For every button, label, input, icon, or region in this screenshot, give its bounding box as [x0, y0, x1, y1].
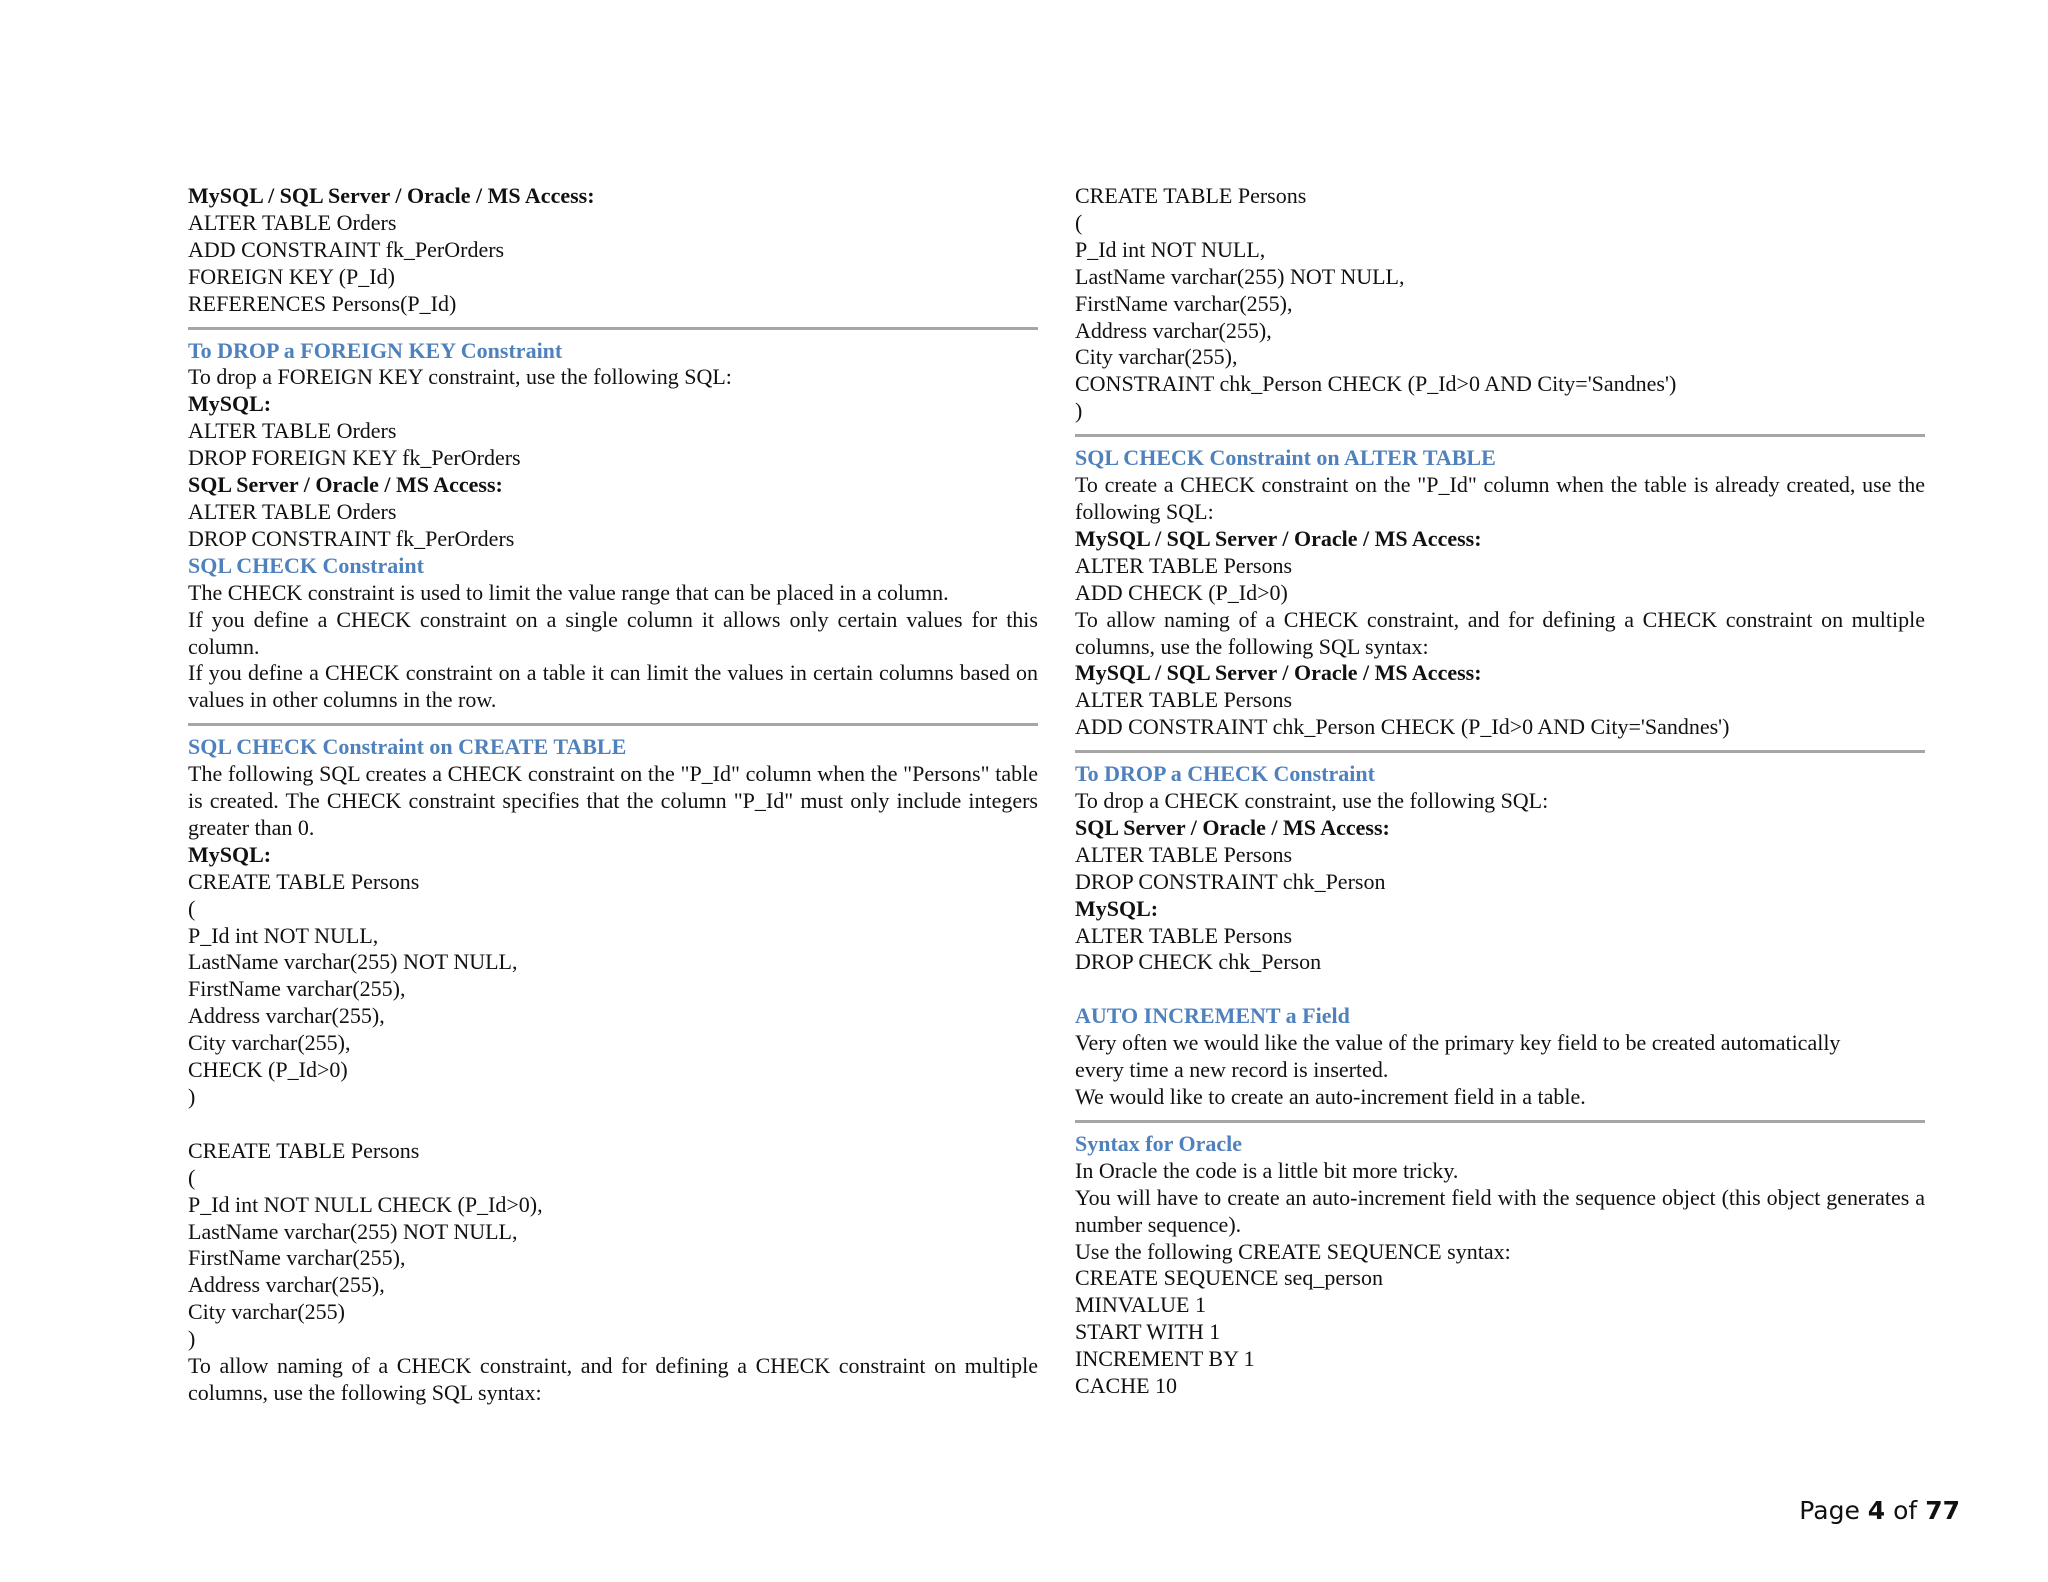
db-label: MySQL: — [188, 391, 272, 417]
right-column — [1075, 183, 1925, 1400]
code-line: P_Id int NOT NULL, — [188, 922, 379, 948]
code-line: REFERENCES Persons(P_Id) — [188, 290, 457, 316]
page-number-current: 4 — [1867, 1496, 1886, 1525]
paragraph: You will have to create an auto-increment field with the sequence object (this object generates a number sequence). — [1075, 1184, 1925, 1237]
left-column — [188, 183, 1038, 1407]
paragraph: In Oracle the code is a little bit more tricky. — [1075, 1157, 1459, 1183]
code-line: ) — [188, 1326, 196, 1352]
code-line: DROP CONSTRAINT fk_PerOrders — [188, 525, 515, 551]
section-heading: SQL CHECK Constraint on ALTER TABLE — [1075, 445, 1496, 471]
code-line: CREATE TABLE Persons — [1075, 183, 1307, 208]
section-divider — [1075, 434, 1925, 437]
paragraph: To drop a CHECK constraint, use the following SQL: — [1075, 788, 1549, 814]
spacer — [188, 1111, 1038, 1138]
code-line: ) — [188, 1084, 196, 1109]
code-line: CREATE SEQUENCE seq_person — [1075, 1265, 1383, 1291]
page-number-of: of — [1893, 1496, 1918, 1525]
code-line: ADD CHECK (P_Id>0) — [1075, 579, 1288, 605]
code-line: ALTER TABLE Persons — [1075, 687, 1293, 713]
paragraph: To create a CHECK constraint on the "P_Id" column when the table is already created, use the following SQL: — [1075, 472, 1925, 524]
page-number-total: 77 — [1925, 1496, 1960, 1525]
paragraph: To allow naming of a CHECK constraint, and for defining a CHECK constraint on multiple columns, use the following SQL syntax: — [1075, 606, 1925, 659]
paragraph: To allow naming of a CHECK constraint, and for defining a CHECK constraint on multiple columns, use the following SQL syntax: — [188, 1353, 1038, 1405]
db-label: MySQL / SQL Server / Oracle / MS Access: — [188, 183, 595, 208]
code-line: INCREMENT BY 1 — [1075, 1346, 1255, 1372]
section-heading: To DROP a FOREIGN KEY Constraint — [188, 337, 563, 363]
code-line: FirstName varchar(255), — [188, 1245, 406, 1271]
section-divider — [1075, 750, 1925, 753]
db-label: MySQL: — [1075, 895, 1159, 921]
code-line: DROP CHECK chk_Person — [1075, 949, 1322, 975]
section-heading: Syntax for Oracle — [1075, 1130, 1243, 1156]
code-line: ALTER TABLE Orders — [188, 418, 397, 444]
db-label: MySQL / SQL Server / Oracle / MS Access: — [1075, 660, 1482, 686]
code-line: ( — [188, 895, 196, 921]
section-divider — [1075, 1120, 1925, 1123]
db-label: MySQL / SQL Server / Oracle / MS Access: — [1075, 525, 1482, 551]
code-line: P_Id int NOT NULL, — [1075, 236, 1266, 262]
code-line: ALTER TABLE Persons — [1075, 552, 1293, 578]
code-line: ADD CONSTRAINT chk_Person CHECK (P_Id>0 AND City='Sandnes') — [1075, 714, 1730, 740]
code-line: LastName varchar(255) NOT NULL, — [188, 949, 518, 975]
paragraph: The following SQL creates a CHECK constraint on the "P_Id" column when the "Persons" table is created. The CHECK constraint specifies that the column "P_Id" must only include integers greater than 0. — [188, 761, 1038, 840]
code-line: ) — [1075, 398, 1083, 424]
code-line: Address varchar(255), — [188, 1272, 385, 1298]
code-line: CACHE 10 — [1075, 1373, 1178, 1399]
paragraph: We would like to create an auto-increment field in a table. — [1075, 1083, 1586, 1109]
code-line: MINVALUE 1 — [1075, 1292, 1206, 1318]
paragraph: If you define a CHECK constraint on a table it can limit the values in certain columns based on values in other columns in the row. — [188, 660, 1038, 713]
page-number — [1780, 1496, 1960, 1525]
db-label: SQL Server / Oracle / MS Access: — [1075, 814, 1390, 840]
paragraph: Very often we would like the value of the primary key field to be created automatically — [1075, 1030, 1841, 1056]
section-heading: SQL CHECK Constraint — [188, 552, 424, 578]
db-label: MySQL: — [188, 841, 272, 867]
code-line: ALTER TABLE Orders — [188, 209, 397, 235]
code-line: FirstName varchar(255), — [1075, 290, 1293, 316]
code-line: CONSTRAINT chk_Person CHECK (P_Id>0 AND City='Sandnes') — [1075, 371, 1677, 397]
section-divider — [188, 723, 1038, 726]
code-line: LastName varchar(255) NOT NULL, — [1075, 263, 1405, 289]
code-line: City varchar(255), — [1075, 344, 1238, 370]
code-line: FirstName varchar(255), — [188, 976, 406, 1002]
paragraph: every time a new record is inserted. — [1075, 1057, 1389, 1083]
code-line: START WITH 1 — [1075, 1319, 1221, 1345]
code-line: ADD CONSTRAINT fk_PerOrders — [188, 236, 505, 262]
code-line: City varchar(255), — [188, 1030, 351, 1056]
code-line: ( — [188, 1164, 196, 1190]
paragraph: If you define a CHECK constraint on a single column it allows only certain values for this column. — [188, 606, 1038, 659]
code-line: ALTER TABLE Persons — [1075, 922, 1293, 948]
code-line: Address varchar(255), — [188, 1003, 385, 1029]
code-line: ALTER TABLE Persons — [1075, 841, 1293, 867]
code-line: CREATE TABLE Persons — [188, 1137, 420, 1163]
spacer — [1075, 976, 1925, 1003]
paragraph: Use the following CREATE SEQUENCE syntax: — [1075, 1238, 1511, 1264]
code-line: Address varchar(255), — [1075, 317, 1272, 343]
code-line: ( — [1075, 209, 1083, 235]
paragraph: To drop a FOREIGN KEY constraint, use the following SQL: — [188, 364, 732, 390]
code-line: CHECK (P_Id>0) — [188, 1057, 348, 1083]
code-line: FOREIGN KEY (P_Id) — [188, 263, 395, 289]
code-line: City varchar(255) — [188, 1299, 345, 1325]
code-line: DROP FOREIGN KEY fk_PerOrders — [188, 445, 521, 471]
db-label: SQL Server / Oracle / MS Access: — [188, 472, 503, 498]
code-line: LastName varchar(255) NOT NULL, — [188, 1218, 518, 1244]
section-heading: SQL CHECK Constraint on CREATE TABLE — [188, 734, 627, 760]
section-heading: To DROP a CHECK Constraint — [1075, 761, 1375, 787]
paragraph: The CHECK constraint is used to limit the value range that can be placed in a column. — [188, 579, 949, 605]
code-line: CREATE TABLE Persons — [188, 868, 420, 894]
section-heading: AUTO INCREMENT a Field — [1075, 1003, 1350, 1029]
section-divider — [188, 327, 1038, 330]
code-line: P_Id int NOT NULL CHECK (P_Id>0), — [188, 1191, 543, 1217]
page-number-prefix: Page — [1799, 1496, 1860, 1525]
code-line: ALTER TABLE Orders — [188, 498, 397, 524]
code-line: DROP CONSTRAINT chk_Person — [1075, 868, 1386, 894]
